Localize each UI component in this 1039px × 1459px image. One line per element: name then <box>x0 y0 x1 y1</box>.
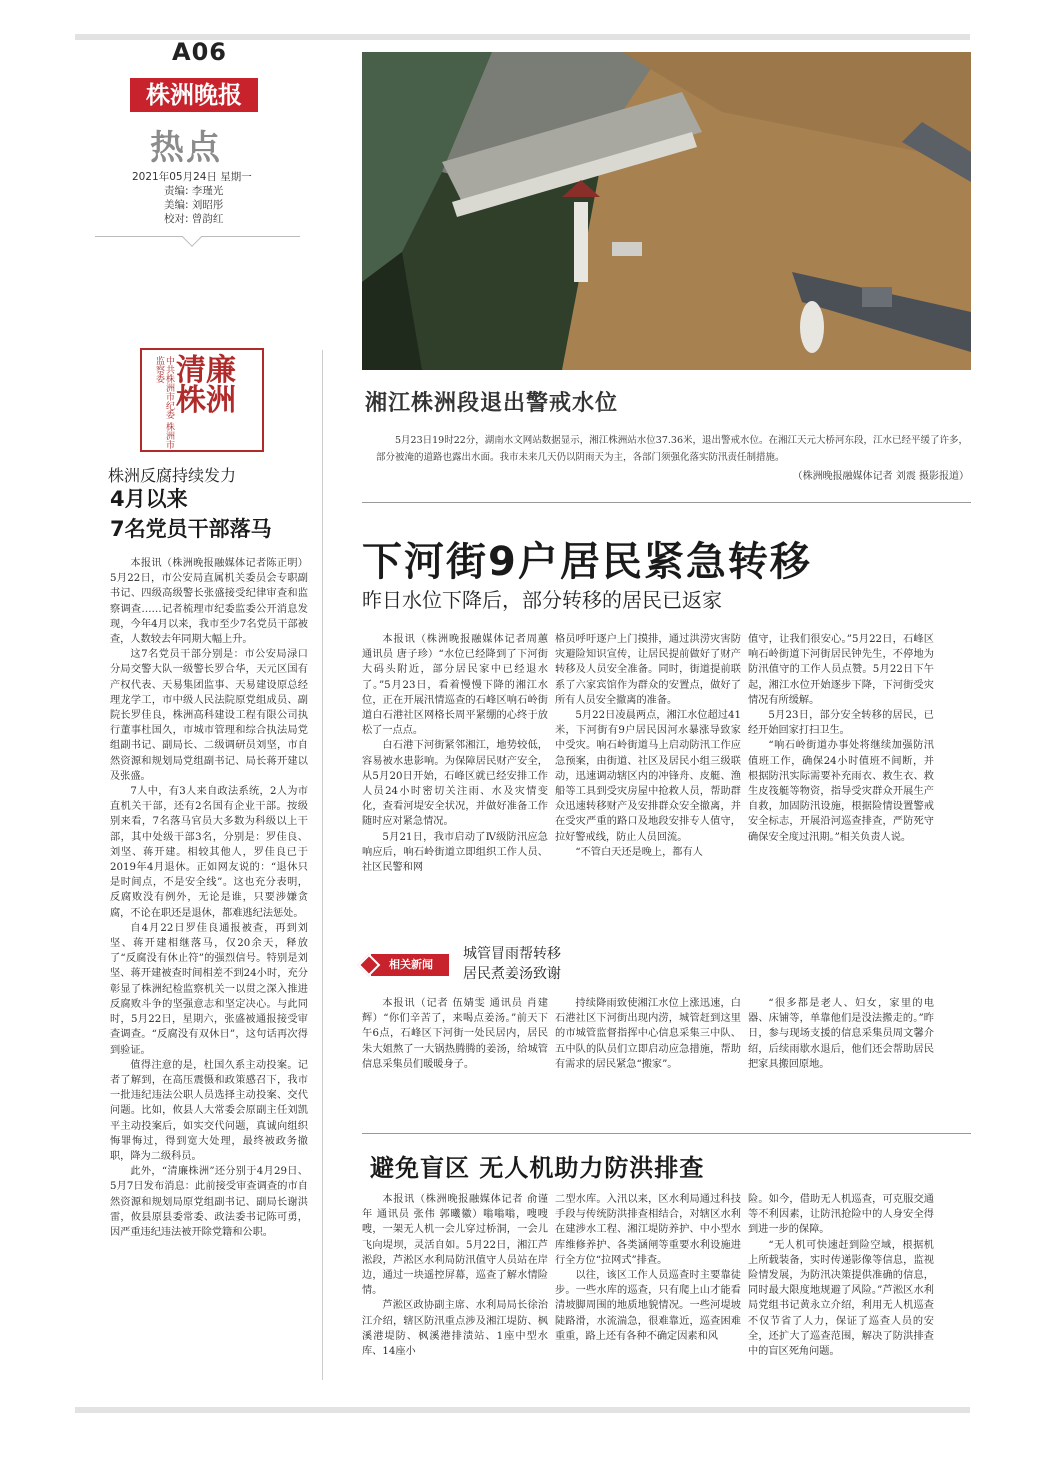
main-story-col1 <box>362 632 548 875</box>
meta-divider-notch <box>182 227 202 247</box>
left-story-kicker: 株洲反腐持续发力 <box>108 466 237 485</box>
drone-paragraph: “无人机可快速赶到险空域，根据机上所载装备，实时传递影像等信息，监视险情发展，为防汛决策提供准确的信息，同时最大限度地规避了风险。”芦淞区水利局党组书记黄永立介绍，利用无人机巡查不仅节省了人力，保证了巡查人员的安全，还扩大了巡查范围，解决了防洪排查中的盲区死角问题。 <box>748 1239 934 1358</box>
left-story-paragraph: 值得注意的是，杜国久系主动投案。记者了解到，在高压震慑和政策感召下，我市一批违纪违法公职人员选择主动投案、交代问题。比如，攸县人大常委会原副主任刘凯平主动投案后，如实交代问题，真诚向组织悔罪悔过，得到宽大处理，最终被政务撤职，降为二级科员。 <box>110 1059 308 1162</box>
main-story-paragraph: “不管白天还是晚上，都有人 <box>575 846 703 858</box>
drone-col1 <box>362 1192 548 1359</box>
editor-credit: 责编: 李瑾光 <box>164 185 224 197</box>
main-headline: 下河街9户居民紧急转移 <box>362 539 812 585</box>
left-story-headline-line2: 7名党员干部落马 <box>110 517 272 541</box>
newspaper-logo: 株洲晚报 <box>130 78 258 112</box>
stamp-text: 清廉株洲 <box>176 353 236 418</box>
related-news-tag <box>361 954 449 976</box>
column-divider <box>322 350 323 1380</box>
main-story-col3 <box>748 632 934 845</box>
photo-headline: 湘江株洲段退出警戒水位 <box>365 391 619 416</box>
left-story-paragraph: 这7名党员干部分别是：市公安局渌口分局交警大队一级警长罗合华，天元区国有产权代表、天易集团监事、天易建设原总经理龙学工，市中级人民法院原党组成员、副院长罗佳良，株洲高科建设工程有限公司执行董事杜国久，市城市管理和综合执法局党组副书记、副局长、二级调研员刘坚，市自然资源和规划局党组副书记、局长蒋开建以及张盛。 <box>110 649 308 782</box>
left-story-body <box>110 556 308 1240</box>
photo-caption: 5月23日19时22分，湖南水文网站数据显示，湘江株洲站水位37.36米，退出警戒水位。在湘江天元大桥河东段，江水已经平缓了许多，部分被淹的道路也露出水面。我市未来几天仍以阴雨天为主，各部门须强化落实防汛责任制措施。 <box>376 435 969 463</box>
left-story-paragraph: 自4月22日罗佳良通报被查，再到刘坚、蒋开建相继落马，仅20余天，释放了“反腐没有休止符”的强烈信号。特别是刘坚、蒋开建被查时间相差不到24小时，充分彰显了株洲纪检监察机关一以贯之深入推进反腐败斗争的坚强意志和坚定决心。与此同时，5月22日，星期六，张盛被通报接受审查调查。“反腐没有双休日”，这句话再次得到验证。 <box>110 922 308 1056</box>
main-story-paragraph: 值守，让我们很安心。”5月22日，石峰区响石岭街道下河街居民钟先生，不停地为防汛值守的工作人员点赞。5月22日下午起，湘江水位开始逐步下降，下河街受灾情况有所缓解。 <box>748 634 934 706</box>
drone-paragraph: 二型水库。入汛以来，区水利局通过科技手段与传统防洪排查相结合，对辖区水利在建涉水工程、湘江堤防养护、中小型水库维修养护、各类涵闸等重要水利设施进行全方位“拉网式”排查。 <box>555 1194 741 1266</box>
related-paragraph: “很多都是老人、妇女，家里的电器、床铺等，单靠他们是没法搬走的。”昨日，参与现场支援的信息采集员周文馨介绍，后续雨歇水退后，他们还会帮助居民把家具搬回原地。 <box>748 998 934 1070</box>
main-subheadline: 昨日水位下降后，部分转移的居民已返家 <box>362 588 722 612</box>
main-story-paragraph: “响石岭街道办事处将继续加强防汛值班工作，确保24小时值班不间断，并根据防汛实际需要补充雨衣、救生衣、救生皮筏艇等物资，指导受灾群众开展生产自救，加固防汛设施，根据险情设置警戒安全标志，开展沿河巡查排查，严防死守确保安全度过汛期。”相关负责人说。 <box>748 740 934 843</box>
related-headline-line1: 城管冒雨帮转移 <box>463 946 561 962</box>
left-story-paragraph: 此外，“清廉株洲”还分别于4月29日、5月7日发布消息：此前接受审查调查的市自然资源和规划局原党组副书记、副局长谢洪雷，攸县原县委常委、政法委书记陈可勇，因严重违纪违法被开除党籍和公职。 <box>110 1166 308 1238</box>
flood-photo-illustration <box>362 52 971 370</box>
main-story-paragraph: 5月22日凌晨两点，湘江水位超过41米，下河街有9户居民因河水暴涨导致家中受灾。响石岭街道马上启动防汛工作应急预案，由街道、社区及居民小组三级联动，迅速调动辖区内的冲锋舟、皮艇、渔船等工具到受灾房屋中抢救人员，帮助群众迅速转移财产及安排群众安全撤离，并在受灾严重的路口及地段安排专人值守，拉好警戒线，防止人员回流。 <box>555 710 741 843</box>
related-paragraph: 本报讯（记者 伍婧雯 通讯员 肖建辉）“你们辛苦了，来喝点姜汤。”前天下午6点，石峰区下河街一处民居内，居民朱大姐熬了一大锅热腾腾的姜汤，给城管信息采集员们暖暖身子。 <box>362 998 548 1070</box>
main-story-paragraph: 本报讯（株洲晚报融媒体记者周蕙 通讯员 唐子珍）“水位已经降到了下河街大码头附近，部分居民家中已经退水了。”5月23日，看着慢慢下降的湘江水位，正在开展汛情巡查的石峰区响石岭街道白石港社区网格长周平紧绷的心终于放松了一点点。 <box>362 634 548 737</box>
section-divider <box>362 502 971 503</box>
drone-col2 <box>555 1192 741 1344</box>
related-col3 <box>748 996 934 1072</box>
bottom-rule <box>75 1407 970 1413</box>
photo-credit: （株洲晚报融媒体记者 刘震 摄影报道） <box>792 471 969 482</box>
drone-paragraph: 芦淞区政协副主席、水利局局长徐治江介绍，辖区防汛重点涉及湘江堤防、枫溪港堤防、枫溪港排渍站、1座中型水库、14座小 <box>362 1300 548 1358</box>
drone-paragraph: 以往，该区工作人员巡查时主要靠徒步。一些水库的巡查，只有爬上山才能看清坡脚周围的地质地貌情况。一些河堤坡陡路滑，水流湍急，很难靠近，巡查困难重重，路上还有各种不确定因素和风 <box>555 1270 741 1342</box>
main-story-paragraph: 5月21日，我市启动了Ⅳ级防汛应急响应后，响石岭街道立即组织工作人员、社区民警和网 <box>362 831 548 874</box>
left-story-paragraph: 本报讯（株洲晚报融媒体记者陈正明）5月22日，市公安局直属机关委员会专职副书记、四级高级警长张盛接受纪律审查和监察调查……记者梳理市纪委监委公开消息发现，今年4月以来，我市至少7名党员干部被查，人数较去年同期大幅上升。 <box>110 558 308 646</box>
left-story-paragraph: 7人中，有3人来自政法系统，2人为市直机关干部，还有2名国有企业干部。按级别来看，7名落马官员大多数为科级以上干部，其中处级干部3名，分别是：罗佳良、刘坚、蒋开建。相较其他人，罗佳良已于2019年4月退休。正如网友说的：“退休只是时间点，不是安全线”。这也充分表明，反腐败没有例外，无论是谁，只要涉嫌贪腐，不论在职还是退休，都难逃纪法惩处。 <box>110 786 308 919</box>
section-title: 热点 <box>150 128 222 168</box>
main-story-col2 <box>555 632 741 860</box>
drone-paragraph: 本报讯（株洲晚报融媒体记者 俞谨年 通讯员 张伟 郭曦徽）嗡嗡嗡，嗖嗖嗖，一架无人机一会儿穿过桥洞，一会儿飞向堤坝，灵活自如。5月22日，湘江芦淞段，芦淞区水利局防汛值守人员站在岸边，通过一块遥控屏幕，巡查了解水情险情。 <box>362 1194 548 1297</box>
related-news-label: 相关新闻 <box>371 954 449 976</box>
drone-col3 <box>748 1192 934 1359</box>
designer-credit: 美编: 刘昭彤 <box>164 199 224 211</box>
drone-paragraph: 险。如今，借助无人机巡查，可克服交通等不利因素，让防汛抢险中的人身安全得到进一步的保障。 <box>748 1194 934 1236</box>
page-number: A06 <box>172 38 227 66</box>
flood-photo <box>362 52 971 370</box>
left-story-headline <box>110 484 272 544</box>
related-headline-line2: 居民煮姜汤致谢 <box>463 966 561 982</box>
stamp-side-text: 中共株洲市纪委 株洲市监察委 <box>154 356 174 449</box>
anticorruption-stamp <box>140 348 264 452</box>
drone-headline: 避免盲区 无人机助力防洪排查 <box>370 1154 705 1182</box>
section-divider <box>362 1133 971 1134</box>
page-meta <box>132 170 252 226</box>
related-headline <box>463 944 561 984</box>
main-story-paragraph: 格员呼吁逐户上门摸排，通过洪涝灾害防灾避险知识宣传，让居民提前做好了财产转移及人员安全准备。同时，街道提前联系了六家宾馆作为群众的安置点，做好了所有人员安全撤离的准备。 <box>555 634 741 706</box>
left-story-headline-line1: 4月以来 <box>110 487 188 511</box>
main-story-paragraph: 5月23日，部分安全转移的居民，已经开始回家打扫卫生。 <box>748 710 934 737</box>
main-story-paragraph: 白石港下河街紧邻湘江，地势较低，容易被水患影响。为保障居民财产安全，从5月20日开始，石峰区就已经安排工作人员24小时密切关注雨、水及灾情变化，查看河堤安全状况，并做好准备工作随时应对紧急情况。 <box>362 740 548 828</box>
proofreader-credit: 校对: 曾韵红 <box>164 213 224 225</box>
page-date: 2021年05月24日 星期一 <box>132 171 252 183</box>
related-paragraph: 持续降雨致使湘江水位上涨迅速，白石港社区下河街出现内涝，城管赶到这里的市城管监督指挥中心信息采集三中队、五中队的队员们立即启动应急措施，帮助有需求的居民紧急“搬家”。 <box>555 998 741 1070</box>
related-col1 <box>362 996 548 1072</box>
related-col2 <box>555 996 741 1072</box>
